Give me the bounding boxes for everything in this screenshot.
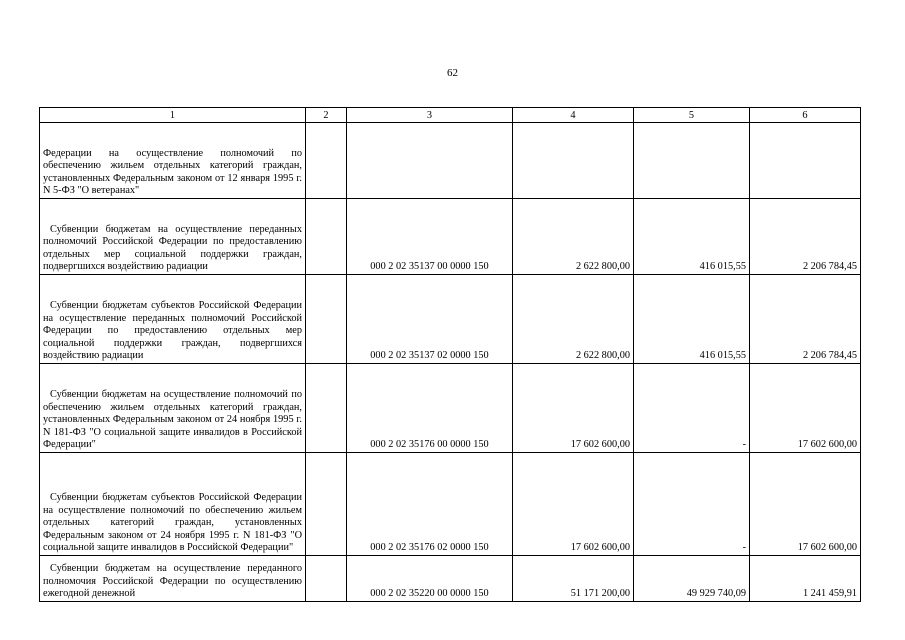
column-header-2: 2 xyxy=(306,108,347,123)
row-plan: 17 602 600,00 xyxy=(513,453,634,556)
row-name: Федерации на осуществление полномочий по обеспечению жильем отдельных категорий граждан, установленных Федеральным законом от 12 января 1995 г. N 5-ФЗ "О ветеранах" xyxy=(40,123,306,199)
row-name: Субвенции бюджетам субъектов Российской Федерации на осуществление переданных полномочий Российской Федерации по предоставлению отдельных мер социальной поддержки граждан, подвергшихся воздействию радиации xyxy=(40,275,306,364)
row-executed: 49 929 740,09 xyxy=(634,556,750,602)
row-col2 xyxy=(306,556,347,602)
table-row xyxy=(40,275,861,364)
row-col2 xyxy=(306,199,347,275)
column-header-3: 3 xyxy=(347,108,513,123)
row-code: 000 2 02 35176 00 0000 150 xyxy=(347,364,513,453)
table-header-row xyxy=(40,108,861,123)
row-plan: 2 622 800,00 xyxy=(513,199,634,275)
row-executed: 416 015,55 xyxy=(634,275,750,364)
row-plan: 17 602 600,00 xyxy=(513,364,634,453)
row-remaining: 2 206 784,45 xyxy=(750,199,861,275)
budget-table xyxy=(39,107,861,602)
table-row xyxy=(40,453,861,556)
row-name: Субвенции бюджетам на осуществление переданного полномочия Российской Федерации по осуществлению ежегодной денежной xyxy=(40,556,306,602)
row-name: Субвенции бюджетам на осуществление полномочий по обеспечению жильем отдельных категорий граждан, установленных Федеральным законом от 24 ноября 1995 г. N 181-ФЗ "О социальной защите инвалидов в Российской Федерации" xyxy=(40,364,306,453)
row-plan: 51 171 200,00 xyxy=(513,556,634,602)
row-remaining: 2 206 784,45 xyxy=(750,275,861,364)
row-col2 xyxy=(306,453,347,556)
column-header-6: 6 xyxy=(750,108,861,123)
row-plan xyxy=(513,123,634,199)
page-number: 62 xyxy=(447,67,458,79)
row-name: Субвенции бюджетам субъектов Российской Федерации на осуществление полномочий по обеспечению жильем отдельных категорий граждан, установленных Федеральным законом от 24 ноября 1995 г. N 181-ФЗ "О социальной защите инвалидов в Российской Федерации" xyxy=(40,453,306,556)
row-executed: 416 015,55 xyxy=(634,199,750,275)
table-row xyxy=(40,123,861,199)
column-header-4: 4 xyxy=(513,108,634,123)
row-col2 xyxy=(306,275,347,364)
row-code: 000 2 02 35137 02 0000 150 xyxy=(347,275,513,364)
row-remaining: 17 602 600,00 xyxy=(750,364,861,453)
row-remaining xyxy=(750,123,861,199)
row-col2 xyxy=(306,123,347,199)
row-executed: - xyxy=(634,364,750,453)
column-header-1: 1 xyxy=(40,108,306,123)
table-row xyxy=(40,364,861,453)
row-plan: 2 622 800,00 xyxy=(513,275,634,364)
column-header-5: 5 xyxy=(634,108,750,123)
row-code: 000 2 02 35137 00 0000 150 xyxy=(347,199,513,275)
row-executed xyxy=(634,123,750,199)
row-remaining: 17 602 600,00 xyxy=(750,453,861,556)
table-row xyxy=(40,556,861,602)
row-remaining: 1 241 459,91 xyxy=(750,556,861,602)
row-code: 000 2 02 35176 02 0000 150 xyxy=(347,453,513,556)
table-row xyxy=(40,199,861,275)
row-col2 xyxy=(306,364,347,453)
row-code xyxy=(347,123,513,199)
row-code: 000 2 02 35220 00 0000 150 xyxy=(347,556,513,602)
row-name: Субвенции бюджетам на осуществление переданных полномочий Российской Федерации по предоставлению отдельных мер социальной поддержки граждан, подвергшихся воздействию радиации xyxy=(40,199,306,275)
row-executed: - xyxy=(634,453,750,556)
